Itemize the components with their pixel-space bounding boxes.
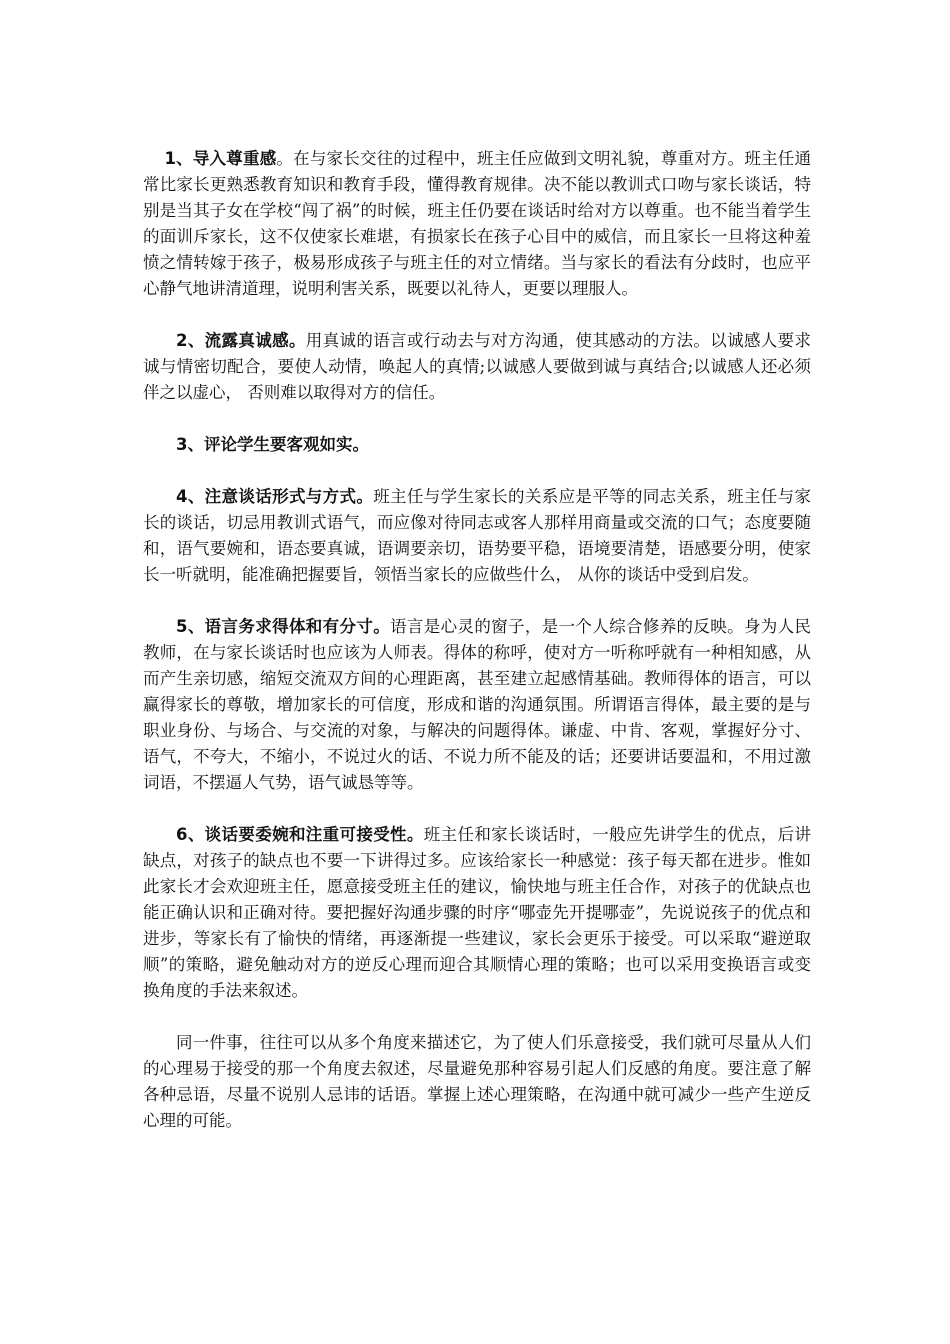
paragraph-respect [143,146,811,302]
paragraph-perspective [143,1030,811,1134]
paragraph-sincerity [143,328,811,406]
paragraph-tactful-conversation [143,822,811,1004]
paragraph-text: 班主任与学生家长的关系应是平等的同志关系，班主任与家长的谈话，切忌用教训式语气，而应像对待同志或客人那样用商量或交流的口气；态度要随和，语气要婉和，语态要真诚，语调要亲切，语势要平稳，语境要清楚，语感要分明，使家长一听就明，能准确把握要旨，领悟当家长的应做些什么， 从你的谈话中受到启发。 [143,487,811,584]
paragraph-conversation-form [143,484,811,588]
paragraph-objective-comment [143,432,811,458]
paragraph-text: 同一件事，往往可以从多个角度来描述它，为了使人们乐意接受，我们就可尽量从人们的心理易于接受的那一个角度去叙述，尽量避免那种容易引起人们反感的角度。要注意了解各种忌语，尽量不说别人忌讳的话语。掌握上述心理策略，在沟通中就可减少一些产生逆反心理的可能。 [143,1033,811,1130]
paragraph-heading: 1、导入尊重感 [164,149,277,168]
paragraph-text: 语言是心灵的窗子，是一个人综合修养的反映。身为人民教师，在与家长谈话时也应该为人师表。得体的称呼，使对方一听称呼就有一种相知感，从而产生亲切感，缩短交流双方间的心理距离，甚至建立起感情基础。教师得体的语言，可以赢得家长的尊敬，增加家长的可信度，形成和谐的沟通氛围。所谓语言得体，最主要的是与职业身份、与场合、与交流的对象，与解决的问题得体。谦虚、中肯、客观，掌握好分寸、语气，不夸大，不缩小，不说过火的话、不说力所不能及的话；还要讲话要温和，不用过激词语，不摆逼人气势，语气诚恳等等。 [143,617,812,792]
paragraph-heading: 3、评论学生要客观如实。 [176,435,369,454]
paragraph-appropriate-language [143,614,811,796]
paragraph-text: 。在与家长交往的过程中，班主任应做到文明礼貌，尊重对方。班主任通常比家长更熟悉教育知识和教育手段，懂得教育规律。决不能以教训式口吻与家长谈话，特别是当其子女在学校“闯了祸”的时候，班主任仍要在谈话时给对方以尊重。也不能当着学生的面训斥家长，这不仅使家长难堪，有损家长在孩子心目中的威信，而且家长一旦将这种羞愤之情转嫁于孩子，极易形成孩子与班主任的对立情绪。当与家长的看法有分歧时，也应平心静气地讲清道理，说明利害关系，既要以礼待人，更要以理服人。 [143,149,811,298]
paragraph-heading: 2、流露真诚感。 [176,331,306,350]
paragraph-heading: 4、注意谈话形式与方式。 [176,487,374,506]
paragraph-text: 用真诚的语言或行动去与对方沟通，使其感动的方法。以诚感人要求诚与情密切配合，要使人动情，唤起人的真情;以诚感人要做到诚与真结合;以诚感人还必须伴之以虚心， 否则难以取得对方的信任。 [143,331,811,402]
paragraph-text: 班主任和家长谈话时，一般应先讲学生的优点，后讲缺点，对孩子的缺点也不要一下讲得过多。应该给家长一种感觉：孩子每天都在进步。惟如此家长才会欢迎班主任，愿意接受班主任的建议，愉快地与班主任合作，对孩子的优缺点也能正确认识和正确对待。要把握好沟通步骤的时序“哪壶先开提哪壶”，先说说孩子的优点和进步，等家长有了愉快的情绪，再逐渐提一些建议，家长会更乐于接受。可以采取“避逆取顺”的策略，避免触动对方的逆反心理而迎合其顺情心理的策略；也可以采用变换语言或变换角度的手法来叙述。 [143,825,812,1000]
paragraph-heading: 6、谈话要委婉和注重可接受性。 [176,825,424,844]
paragraph-heading: 5、语言务求得体和有分寸。 [176,617,391,636]
document-page [143,146,811,1160]
